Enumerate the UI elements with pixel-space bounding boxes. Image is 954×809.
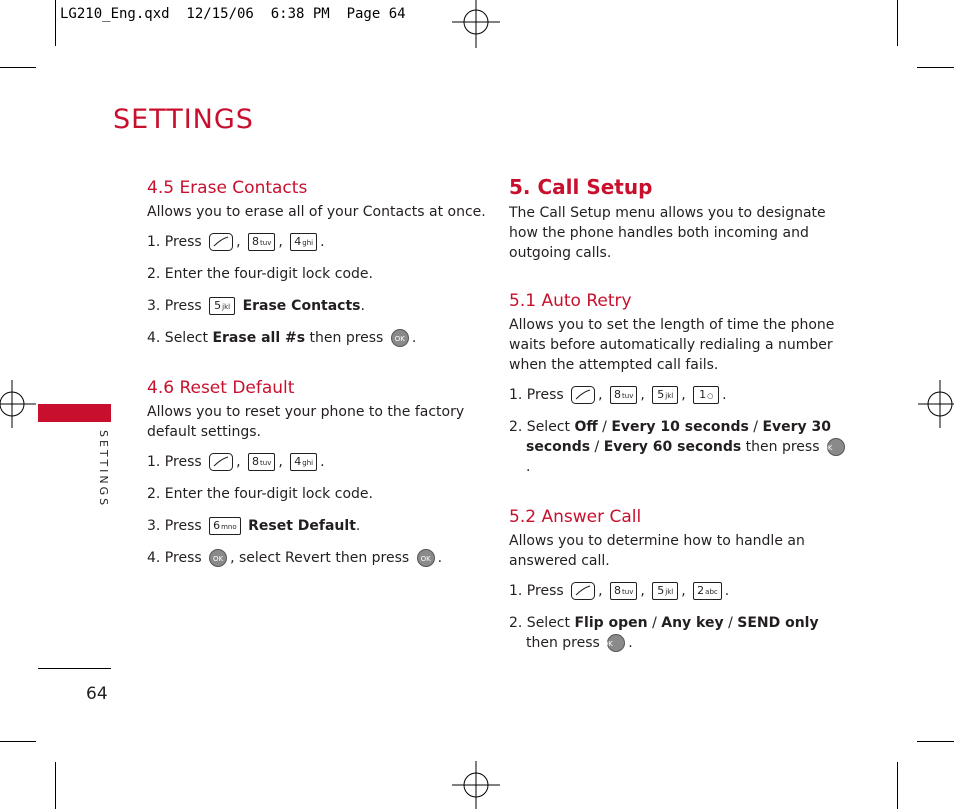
ok-key-icon: OK bbox=[827, 438, 845, 456]
separator: / bbox=[753, 419, 759, 435]
registration-mark-icon bbox=[452, 761, 500, 809]
step-1 bbox=[147, 232, 487, 252]
separator: / bbox=[602, 419, 607, 435]
separator: , bbox=[598, 583, 603, 599]
menu-option: Every 10 seconds bbox=[611, 419, 749, 435]
step-text: 4. Select bbox=[147, 330, 208, 346]
sidebar-tab bbox=[38, 404, 111, 422]
menu-option: Erase Contacts bbox=[242, 298, 361, 314]
step-text: , select Revert then press bbox=[230, 550, 410, 566]
separator: . bbox=[360, 298, 365, 314]
step-4 bbox=[147, 328, 487, 348]
step-3 bbox=[147, 516, 487, 536]
soft-key-icon bbox=[209, 233, 233, 251]
crop-mark bbox=[55, 0, 56, 46]
step-2 bbox=[509, 613, 849, 653]
menu-option: Any key bbox=[661, 615, 724, 631]
crop-mark bbox=[897, 0, 898, 46]
sidebar-label: SETTINGS bbox=[97, 430, 110, 509]
menu-option: Off bbox=[574, 419, 598, 435]
section-heading-answer-call: 5.2 Answer Call bbox=[509, 507, 642, 527]
section-heading-erase-contacts: 4.5 Erase Contacts bbox=[147, 178, 308, 198]
step-text: 2. Select bbox=[509, 615, 570, 631]
step-text: 2. Select bbox=[509, 419, 570, 435]
key-1-voicemail-icon: 1○ bbox=[693, 386, 719, 404]
step-text: 1. Press bbox=[147, 234, 202, 250]
crop-mark bbox=[897, 762, 898, 809]
section-description: Allows you to reset your phone to the factory default settings. bbox=[147, 404, 465, 440]
soft-key-icon bbox=[571, 582, 595, 600]
section-description: Allows you to erase all of your Contacts at once. bbox=[147, 204, 486, 220]
separator: . bbox=[411, 330, 417, 346]
separator: . bbox=[526, 459, 531, 475]
right-column bbox=[509, 177, 849, 665]
step-1 bbox=[509, 385, 849, 405]
key-5-icon: 5jkl bbox=[652, 582, 678, 600]
print-slug: LG210_Eng.qxd 12/15/06 6:38 PM Page 64 bbox=[60, 6, 406, 22]
page-title: SETTINGS bbox=[113, 104, 254, 135]
registration-mark-icon bbox=[906, 380, 954, 428]
separator: , bbox=[278, 454, 283, 470]
step-2 bbox=[509, 417, 849, 477]
soft-key-icon bbox=[209, 453, 233, 471]
separator: . bbox=[320, 454, 325, 470]
crop-mark bbox=[917, 741, 954, 742]
crop-mark bbox=[55, 762, 56, 809]
step-3 bbox=[147, 296, 487, 316]
registration-mark-icon bbox=[452, 0, 500, 48]
step-1 bbox=[147, 452, 487, 472]
key-4-icon: 4ghi bbox=[290, 453, 317, 471]
key-8-icon: 8tuv bbox=[248, 233, 275, 251]
key-5-icon: 5jkl bbox=[209, 297, 235, 315]
separator: . bbox=[320, 234, 325, 250]
separator: . bbox=[355, 518, 361, 534]
step-text: 1. Press bbox=[509, 387, 564, 403]
separator: . bbox=[628, 635, 633, 651]
step-text: then press bbox=[526, 635, 600, 651]
key-8-icon: 8tuv bbox=[610, 582, 637, 600]
section-description: The Call Setup menu allows you to designate how the phone handles both incoming and outgoing calls. bbox=[509, 205, 826, 261]
separator: . bbox=[722, 387, 727, 403]
section-description: Allows you to set the length of time the phone waits before automatically redialing a number when the attempted call fails. bbox=[509, 317, 835, 373]
left-column bbox=[147, 178, 487, 580]
separator: , bbox=[236, 234, 241, 250]
menu-option: Reset Default bbox=[248, 518, 356, 534]
separator: , bbox=[681, 583, 686, 599]
key-4-icon: 4ghi bbox=[290, 233, 317, 251]
ok-key-icon: OK bbox=[417, 549, 435, 567]
separator: , bbox=[640, 387, 645, 403]
section-heading-auto-retry: 5.1 Auto Retry bbox=[509, 291, 632, 311]
separator: . bbox=[724, 583, 730, 599]
menu-option: Flip open bbox=[574, 615, 648, 631]
separator: / bbox=[728, 615, 733, 631]
key-6-icon: 6mno bbox=[209, 517, 241, 535]
key-8-icon: 8tuv bbox=[248, 453, 275, 471]
key-8-icon: 8tuv bbox=[610, 386, 637, 404]
step-1 bbox=[509, 581, 849, 601]
ok-key-icon: OK bbox=[391, 329, 409, 347]
separator: , bbox=[598, 387, 603, 403]
menu-option: Erase all #s bbox=[212, 330, 306, 346]
separator: / bbox=[594, 439, 600, 455]
step-text: 3. Press bbox=[147, 518, 202, 534]
step-4 bbox=[147, 548, 487, 568]
section-heading-call-setup: 5. Call Setup bbox=[509, 175, 653, 199]
soft-key-icon bbox=[571, 386, 595, 404]
menu-option: Every 30 seconds bbox=[526, 419, 832, 455]
ok-key-icon: OK bbox=[607, 634, 625, 652]
menu-option: Every 60 seconds bbox=[603, 439, 742, 455]
crop-mark bbox=[0, 67, 36, 68]
crop-mark bbox=[917, 67, 954, 68]
step-text: then press bbox=[745, 439, 820, 455]
separator: , bbox=[278, 234, 283, 250]
step-2: 2. Enter the four-digit lock code. bbox=[147, 486, 373, 502]
separator: / bbox=[652, 615, 657, 631]
separator: . bbox=[437, 550, 443, 566]
step-text: 1. Press bbox=[147, 454, 202, 470]
page-number-rule bbox=[38, 668, 111, 669]
menu-option: SEND only bbox=[737, 615, 819, 631]
key-2-icon: 2abc bbox=[693, 582, 722, 600]
separator: , bbox=[640, 583, 645, 599]
step-text: 3. Press bbox=[147, 298, 202, 314]
crop-mark bbox=[0, 741, 36, 742]
step-text: 1. Press bbox=[509, 583, 564, 599]
section-heading-reset-default: 4.6 Reset Default bbox=[147, 378, 295, 398]
step-text: then press bbox=[309, 330, 384, 346]
key-5-icon: 5jkl bbox=[652, 386, 678, 404]
step-text: 4. Press bbox=[147, 550, 202, 566]
step-2: 2. Enter the four-digit lock code. bbox=[147, 266, 373, 282]
separator: , bbox=[236, 454, 241, 470]
section-description: Allows you to determine how to handle an answered call. bbox=[509, 533, 805, 569]
ok-key-icon: OK bbox=[209, 549, 227, 567]
page-number: 64 bbox=[86, 684, 108, 704]
separator: , bbox=[681, 387, 686, 403]
